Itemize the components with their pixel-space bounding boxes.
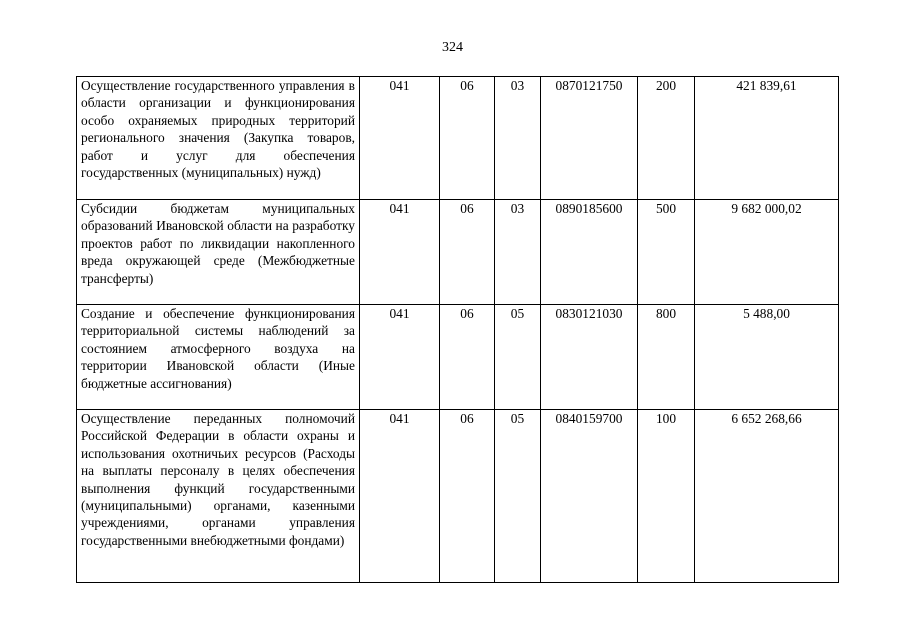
row-section-code: 06	[440, 200, 495, 305]
row-target-article: 0870121750	[541, 77, 638, 200]
row-subsection-code: 03	[495, 200, 541, 305]
row-grbs-code: 041	[360, 305, 440, 410]
row-amount: 5 488,00	[695, 305, 839, 410]
page-number: 324	[442, 40, 463, 55]
row-target-article: 0840159700	[541, 410, 638, 583]
row-grbs-code: 041	[360, 410, 440, 583]
row-description: Осуществление переданных полномочий Российской Федерации в области охраны и использования охотничьих ресурсов (Расходы на выплаты персоналу в целях обеспечения выполнения функций государственными (муниципальными) органами, казенными учреждениями, органами управления государственными внебюджетными фондами)	[77, 410, 360, 583]
table-row	[77, 200, 839, 305]
table-row	[77, 77, 839, 200]
row-subsection-code: 03	[495, 77, 541, 200]
table-row	[77, 305, 839, 410]
row-target-article: 0830121030	[541, 305, 638, 410]
row-amount: 421 839,61	[695, 77, 839, 200]
row-description: Создание и обеспечение функционирования территориальной системы наблюдений за состоянием атмосферного воздуха на территории Ивановской области (Иные бюджетные ассигнования)	[77, 305, 360, 410]
row-expense-type: 100	[638, 410, 695, 583]
row-target-article: 0890185600	[541, 200, 638, 305]
row-expense-type: 200	[638, 77, 695, 200]
table-row	[77, 410, 839, 583]
row-amount: 6 652 268,66	[695, 410, 839, 583]
budget-table	[76, 76, 839, 583]
row-description: Осуществление государственного управления в области организации и функционирования особо охраняемых природных территорий регионального значения (Закупка товаров, работ и услуг для обеспечения государственных (муниципальных) нужд)	[77, 77, 360, 200]
row-grbs-code: 041	[360, 200, 440, 305]
row-section-code: 06	[440, 305, 495, 410]
row-description: Субсидии бюджетам муниципальных образований Ивановской области на разработку проектов работ по ликвидации накопленного вреда окружающей среде (Межбюджетные трансферты)	[77, 200, 360, 305]
row-grbs-code: 041	[360, 77, 440, 200]
row-section-code: 06	[440, 77, 495, 200]
row-expense-type: 500	[638, 200, 695, 305]
row-subsection-code: 05	[495, 305, 541, 410]
row-amount: 9 682 000,02	[695, 200, 839, 305]
row-expense-type: 800	[638, 305, 695, 410]
row-subsection-code: 05	[495, 410, 541, 583]
row-section-code: 06	[440, 410, 495, 583]
